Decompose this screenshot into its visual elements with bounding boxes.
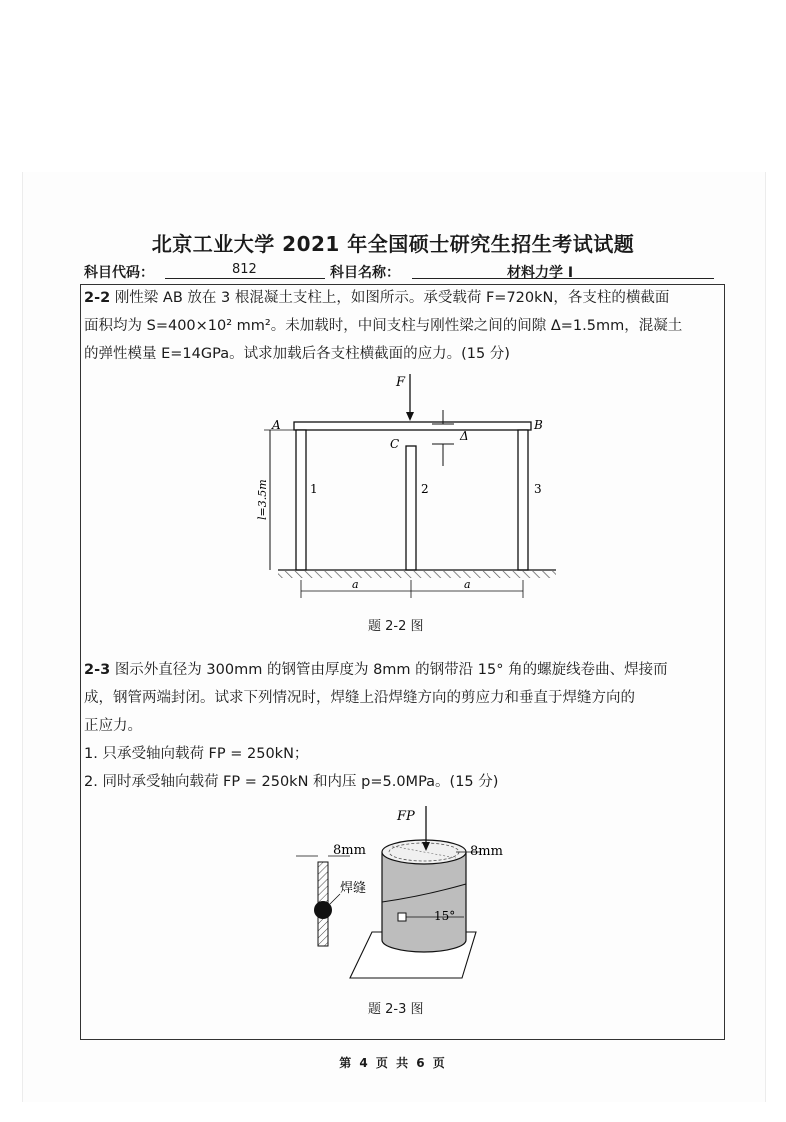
subject-name-label: 科目名称： — [330, 265, 400, 281]
column-1 — [296, 430, 306, 570]
force-label: F — [396, 375, 406, 390]
subject-code-underline — [165, 278, 325, 279]
force-arrowhead — [406, 412, 414, 421]
right-thickness-label: 8mm — [470, 844, 503, 859]
question-2-3-text — [84, 656, 720, 796]
q2-2-line1: 刚性梁 AB 放在 3 根混凝土支柱上，如图所示。承受载荷 F=720kN，各支柱的横截面 — [114, 290, 670, 306]
column-3-label: 3 — [534, 482, 542, 496]
span-1-label: a — [352, 578, 359, 591]
subject-code: 812 — [232, 262, 257, 277]
page-footer: 第 4 页 共 6 页 — [339, 1056, 447, 1070]
exam-title: 北京工业大学 2021 年全国硕士研究生招生考试试题 — [151, 232, 635, 256]
q2-3-line1: 图示外直径为 300mm 的钢管由厚度为 8mm 的钢带沿 15° 角的螺旋线卷曲、焊接而 — [114, 662, 668, 678]
point-a-label: A — [272, 418, 281, 432]
q2-3-item1: 1. 只承受轴向载荷 FP = 250kN； — [84, 746, 309, 762]
span-2-label: a — [464, 578, 471, 591]
subject-code-label: 科目代码： — [84, 265, 154, 281]
gap-label: Δ — [460, 429, 469, 443]
weld-leader — [330, 894, 340, 904]
weld-circle — [314, 901, 332, 919]
q2-3-number: 2-3 — [84, 662, 111, 678]
point-b-label: B — [534, 418, 543, 432]
q2-3-item2: 2. 同时承受轴向载荷 FP = 250kN 和内压 p=5.0MPa。(15 分) — [84, 774, 499, 790]
column-2 — [406, 446, 416, 570]
q2-2-line2: 面积均为 S=400×10² mm²。未加载时，中间支柱与刚性梁之间的间隙 Δ=1.5mm，混凝土 — [84, 318, 683, 334]
subject-name: 材料力学 I — [507, 265, 574, 281]
fp-label: FP — [397, 809, 415, 824]
column-2-label: 2 — [421, 482, 429, 496]
pipe-body — [382, 852, 466, 952]
rigid-beam — [294, 422, 531, 430]
figure-2-2-caption: 题 2-2 图 — [368, 619, 424, 634]
point-c-label: C — [390, 437, 400, 451]
angle-label: 15° — [434, 909, 456, 923]
ground-hatch — [278, 571, 556, 578]
length-label: l=3.5m — [256, 479, 269, 520]
weld-element — [398, 913, 406, 921]
left-thickness-label: 8mm — [333, 843, 366, 858]
column-3 — [518, 430, 528, 570]
figure-2-3-caption: 题 2-3 图 — [368, 1002, 424, 1017]
figure-2-2 — [250, 368, 570, 604]
figure-2-3 — [286, 800, 526, 990]
q2-3-line2: 成，钢管两端封闭。试求下列情况时，焊缝上沿焊缝方向的剪应力和垂直于焊缝方向的 — [84, 690, 635, 706]
weld-label: 焊缝 — [340, 881, 367, 896]
q2-3-line3: 正应力。 — [84, 718, 142, 734]
q2-2-line3: 的弹性模量 E=14GPa。试求加载后各支柱横截面的应力。(15 分) — [84, 346, 510, 362]
column-1-label: 1 — [310, 482, 318, 496]
question-2-2-text — [84, 284, 720, 368]
q2-2-number: 2-2 — [84, 290, 111, 306]
